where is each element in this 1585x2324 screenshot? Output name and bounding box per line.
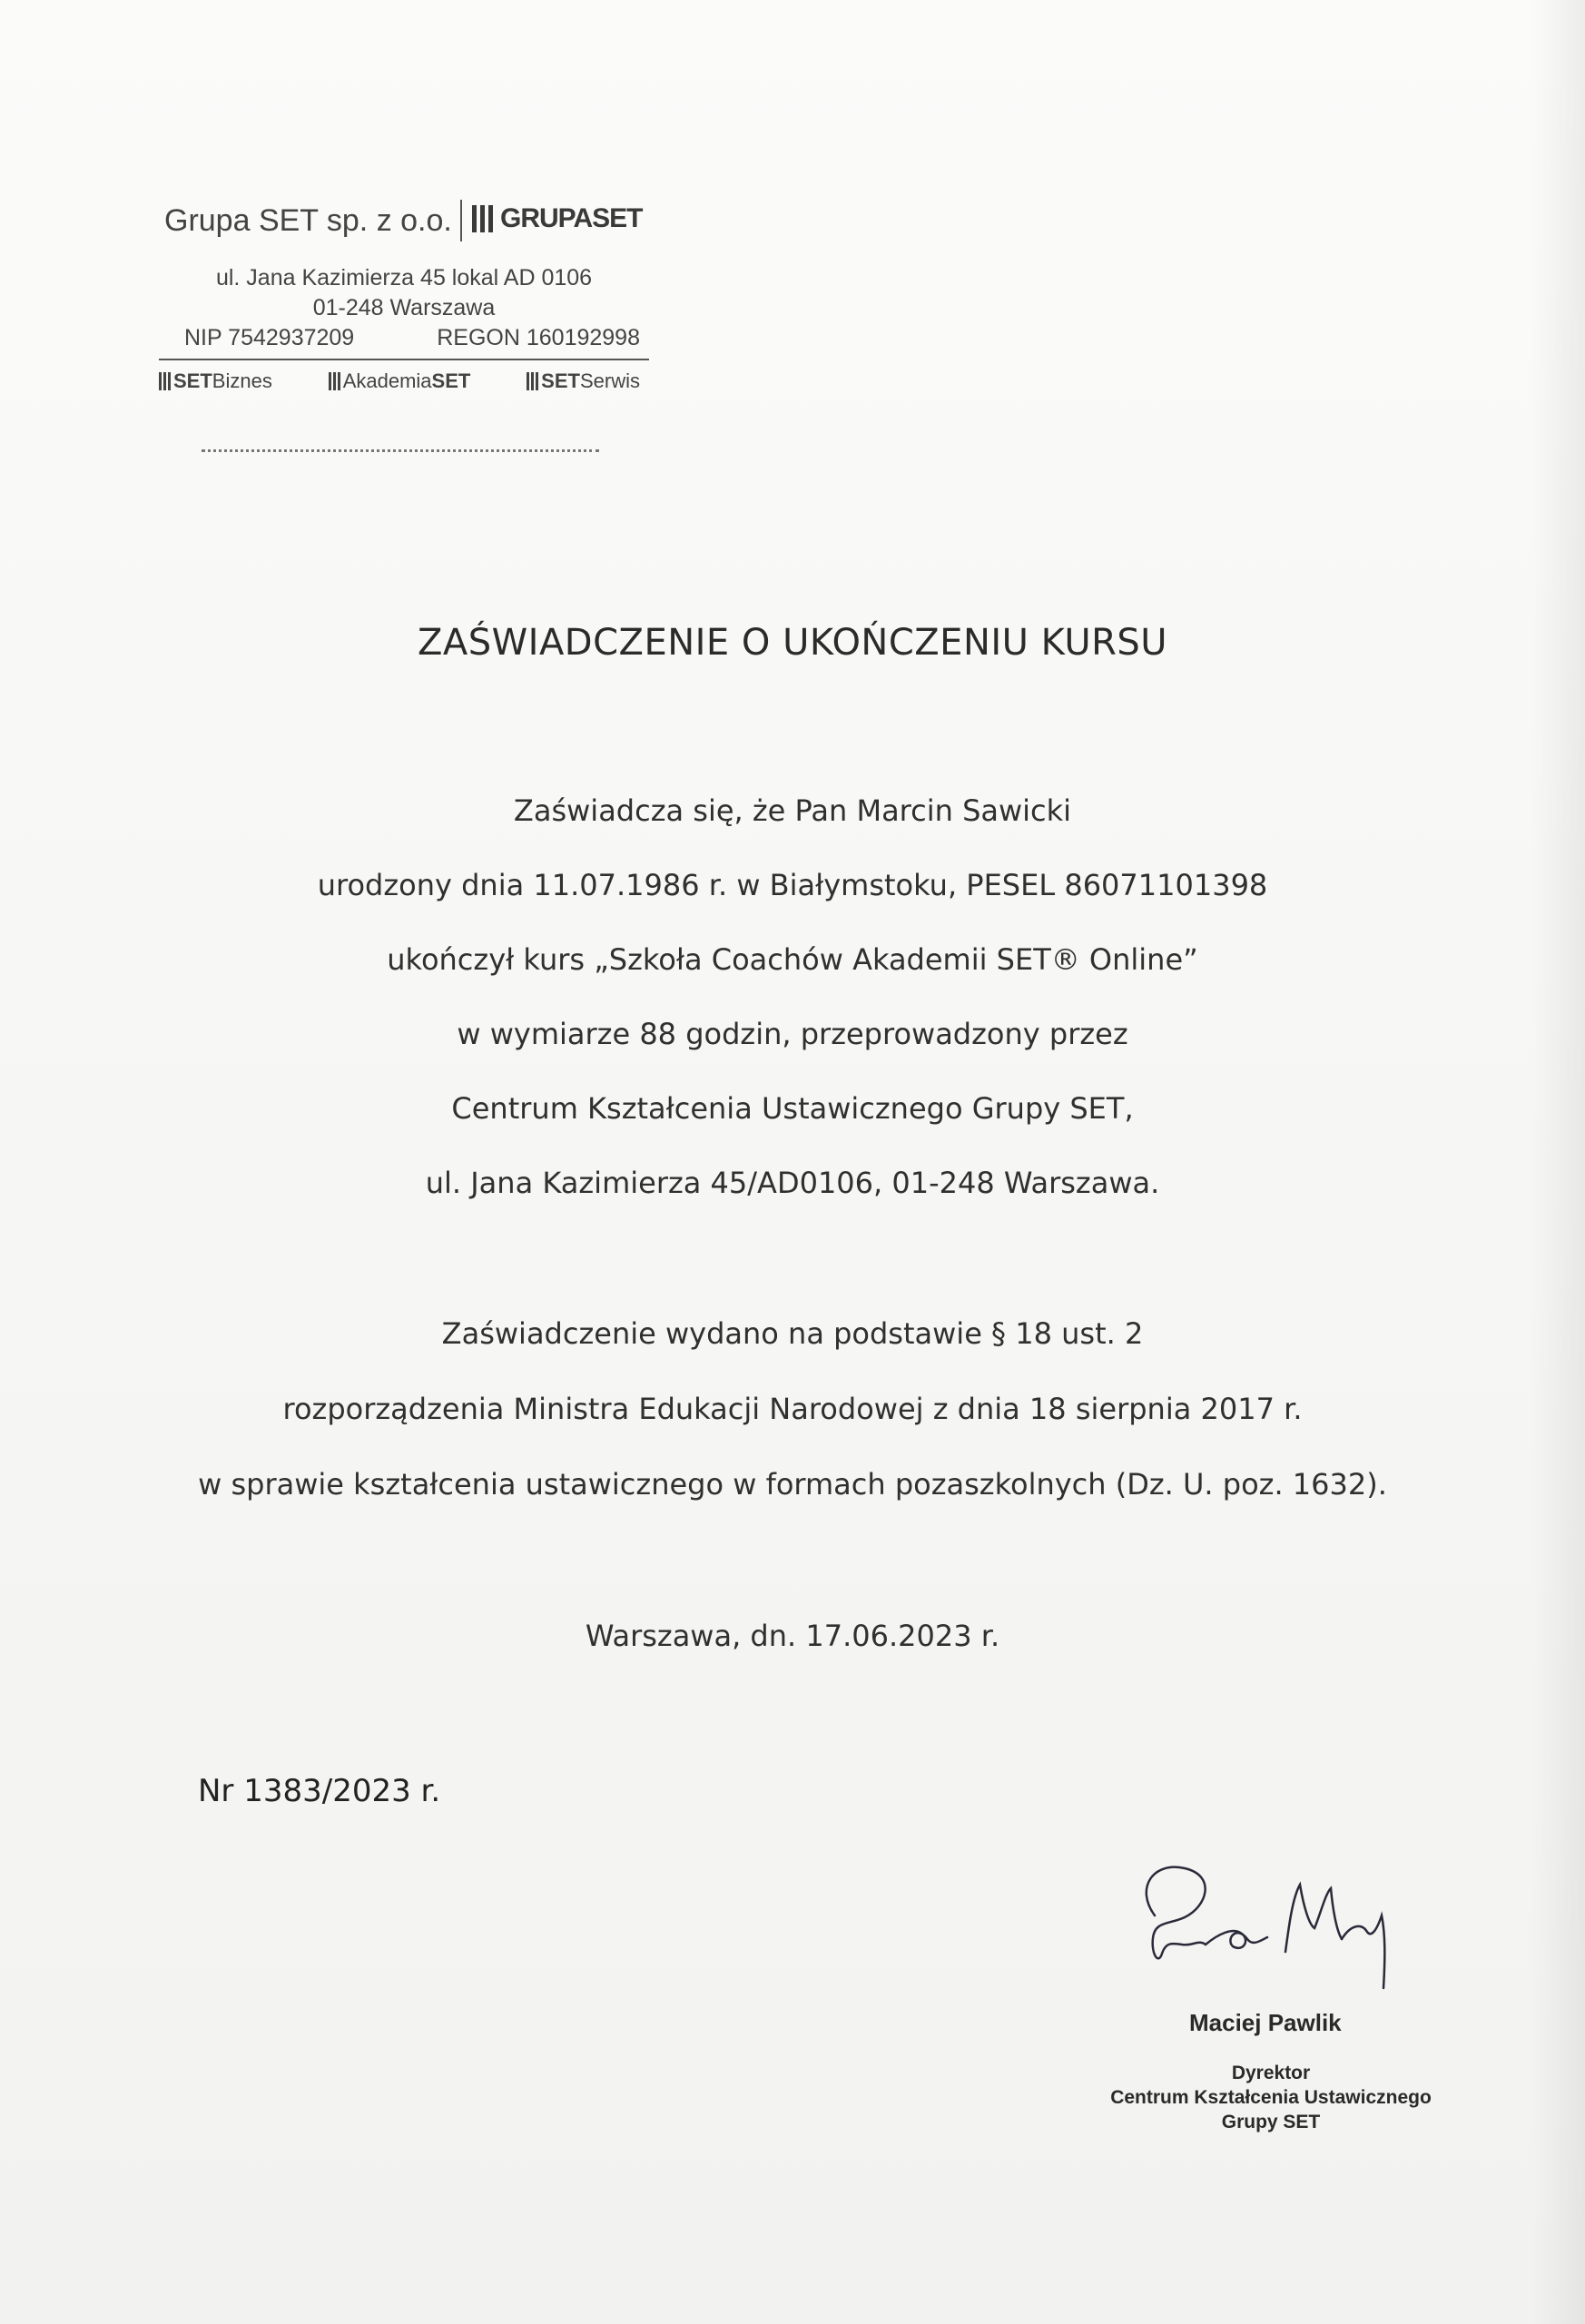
stamp-regon: REGON 160192998 [437,325,640,350]
subbrand-set-serwis [527,369,640,393]
signer-role-line: Grupy SET [1221,2112,1321,2132]
grupaset-logo-icon [472,205,493,232]
stamp-header [159,192,649,247]
set-bars-icon [159,372,171,390]
stamp-nip: NIP 7542937209 [184,325,355,350]
subbrand-akademia-set [329,369,471,393]
legal-line: w sprawie kształcenia ustawicznego w formach pozaszkolnych (Dz. U. poz. 1632). [198,1467,1387,1502]
legal-line: Zaświadczenie wydano na podstawie § 18 ust. 2 [441,1316,1144,1351]
subbrand-name: Biznes [212,369,272,392]
body-line: urodzony dnia 11.07.1986 r. w Białymstoku, PESEL 86071101398 [317,868,1268,902]
subbrand-name: SET [431,369,471,392]
body-line: w wymiarze 88 godzin, przeprowadzony przez [457,1017,1128,1051]
stamp-brand-text: GRUPASET [500,203,643,233]
stamp-address-line2: 01-248 Warszawa [312,295,496,320]
subbrand-prefix: Akademia [342,369,432,392]
body-line: Zaświadcza się, że Pan Marcin Sawicki [513,793,1072,828]
subbrand-set-biznes [159,369,272,393]
company-stamp [159,192,649,393]
place-and-date: Warszawa, dn. 17.06.2023 r. [585,1619,1000,1653]
stamp-address-line1: ul. Jana Kazimierza 45 lokal AD 0106 [215,265,593,290]
subbrand-prefix: SET [173,369,212,392]
document-title: ZAŚWIADCZENIE O UKOŃCZENIU KURSU [417,622,1168,664]
set-bars-icon [329,372,340,390]
subbrand-name: Serwis [579,369,640,392]
stamp-company-name: Grupa SET sp. z o.o. [164,203,452,238]
dotted-line [202,449,599,452]
signer-role [1071,2061,1471,2134]
set-bars-icon [527,372,538,390]
body-line: ukończył kurs „Szkoła Coachów Akademii SET® Online” [387,942,1198,977]
signer-name: Maciej Pawlik [1189,2009,1342,2036]
grupaset-logo [472,203,642,234]
stamp-subbrands [159,369,649,393]
signer-role-line: Centrum Kształcenia Ustawicznego [1110,2087,1432,2108]
body-line: Centrum Kształcenia Ustawicznego Grupy SET, [451,1091,1134,1126]
subbrand-prefix: SET [541,369,580,392]
signer-role-line: Dyrektor [1231,2063,1311,2083]
body-line: ul. Jana Kazimierza 45/AD0106, 01-248 Warszawa. [425,1166,1160,1200]
legal-basis [0,1315,1585,1541]
stamp-tax-ids [159,323,649,353]
signature-icon [1098,1852,1407,1997]
stamp-divider [460,200,462,241]
legal-line: rozporządzenia Ministra Edukacji Narodowej z dnia 18 sierpnia 2017 r. [282,1392,1303,1426]
certificate-number: Nr 1383/2023 r. [198,1773,441,1809]
stamp-rule [159,359,649,360]
certificate-body [0,792,1585,1238]
